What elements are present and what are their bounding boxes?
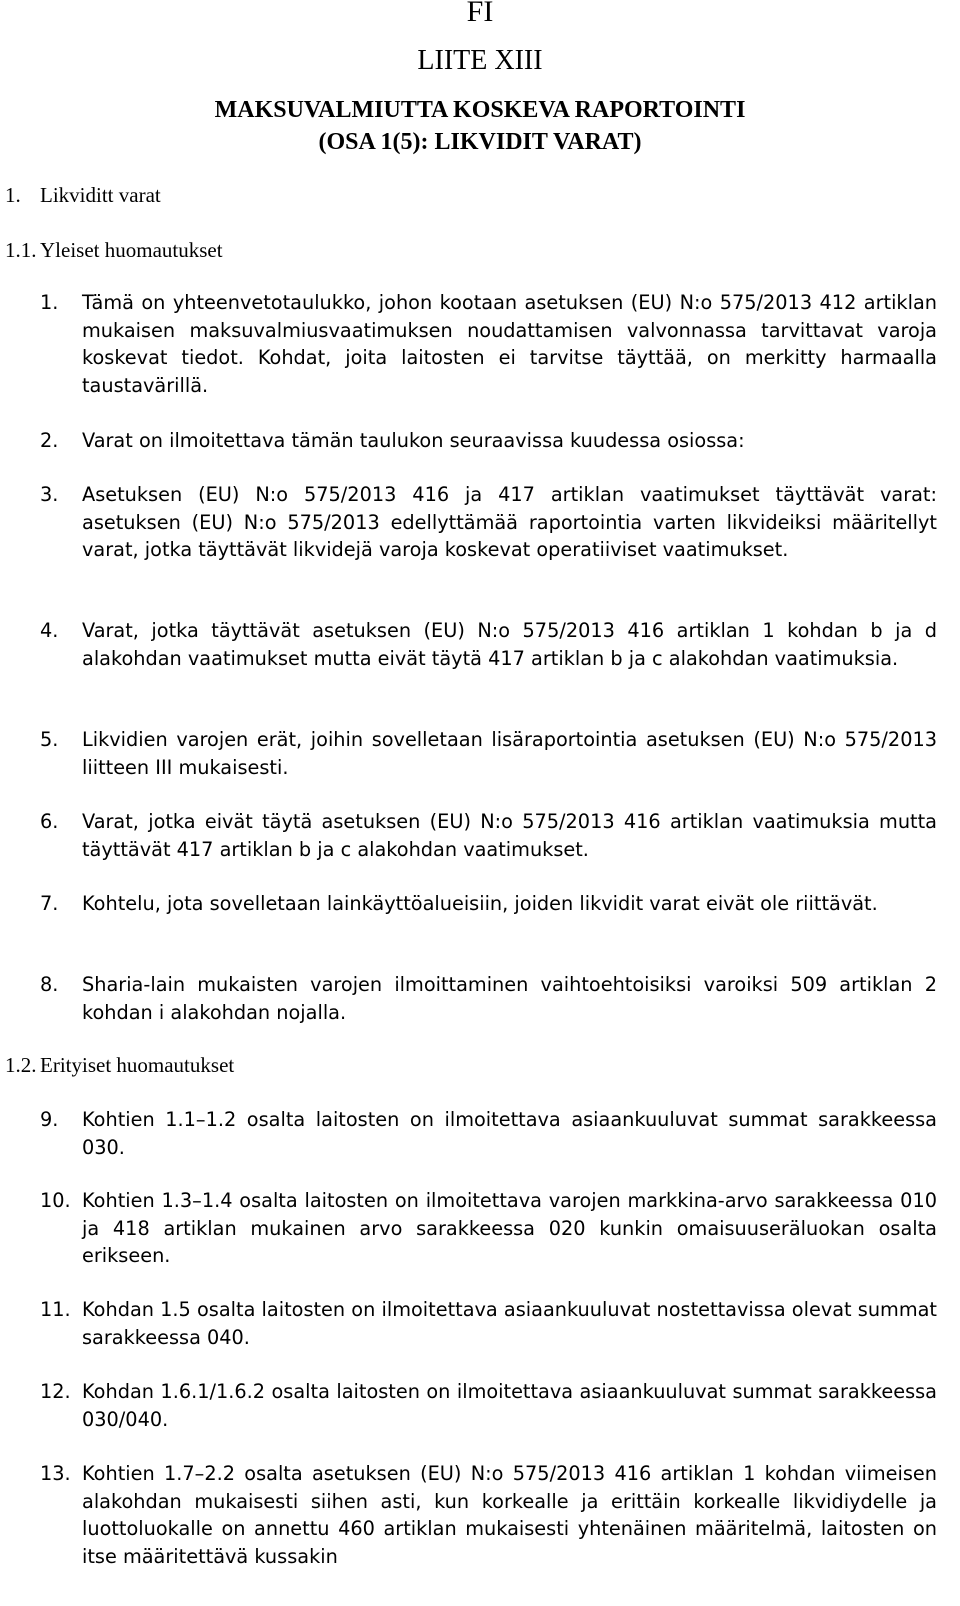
language-code: FI	[466, 0, 494, 28]
item-number: 12.	[40, 1380, 71, 1403]
item-number: 11.	[40, 1298, 71, 1321]
list-item	[40, 289, 937, 399]
list-item	[40, 1460, 937, 1570]
list-item	[40, 1296, 937, 1351]
item-text: Tämä on yhteenvetotaulukko, johon kootaan asetuksen (EU) N:o 575/2013 412 artiklan mukaisen maksuvalmiusvaatimuksen noudattamisen valvonnassa tarvittavat varoja koskevat tiedot. Kohdat, joita laitosten ei tarvitse täyttää, on merkitty harmaalla taustavärillä.	[82, 291, 937, 397]
page-title	[0, 94, 960, 158]
annex-title: LIITE XIII	[417, 45, 543, 76]
list-item	[40, 481, 937, 564]
section-label: Likviditt varat	[40, 183, 161, 207]
list-item	[40, 726, 937, 781]
item-text: Kohtien 1.1–1.2 osalta laitosten on ilmoitettava asiaankuuluvat summat sarakkeessa 030.	[82, 1108, 937, 1159]
list-item	[40, 971, 937, 1026]
list-item	[40, 1106, 937, 1161]
title-line-2: (OSA 1(5): LIKVIDIT VARAT)	[318, 129, 642, 155]
section-heading-1	[5, 182, 161, 208]
item-number: 6.	[40, 810, 59, 833]
item-text: Sharia-lain mukaisten varojen ilmoittaminen vaihtoehtoisiksi varoiksi 509 artiklan 2 kohdan i alakohdan nojalla.	[82, 973, 937, 1024]
item-text: Varat, jotka eivät täytä asetuksen (EU) N:o 575/2013 416 artiklan vaatimuksia mutta täyttävät 417 artiklan b ja c alakohdan vaatimukset.	[82, 810, 937, 861]
item-text: Varat, jotka täyttävät asetuksen (EU) N:o 575/2013 416 artiklan 1 kohdan b ja d alakohdan vaatimukset mutta eivät täytä 417 artiklan b ja c alakohdan vaatimuksia.	[82, 619, 937, 670]
list-item	[40, 1187, 937, 1270]
item-text: Likvidien varojen erät, joihin sovelletaan lisäraportointia asetuksen (EU) N:o 575/2013 liitteen III mukaisesti.	[82, 728, 937, 779]
item-text: Kohtien 1.3–1.4 osalta laitosten on ilmoitettava varojen markkina-arvo sarakkeessa 010 ja 418 artiklan mukainen arvo sarakkeessa 020 kunkin omaisuuseräluokan osalta erikseen.	[82, 1189, 937, 1267]
item-text: Kohdan 1.6.1/1.6.2 osalta laitosten on ilmoitettava asiaankuuluvat summat sarakkeessa 030/040.	[82, 1380, 937, 1431]
item-number: 3.	[40, 483, 59, 506]
list-item	[40, 890, 937, 918]
list-item	[40, 808, 937, 863]
section-label: Yleiset huomautukset	[40, 238, 223, 262]
section-heading-1-2	[5, 1052, 234, 1078]
item-number: 9.	[40, 1108, 59, 1131]
section-number: 1.	[5, 183, 21, 207]
item-number: 10.	[40, 1189, 71, 1212]
item-text: Kohtien 1.7–2.2 osalta asetuksen (EU) N:o 575/2013 416 artiklan 1 kohdan viimeisen alakohdan mukaisesti siihen asti, kun korkealle ja erittäin korkealle likvidiydelle ja luottoluokalle on annettu 460 artiklan mukaisesti yhtenäinen määritelmä, laitosten on itse määritettävä kussakin	[82, 1462, 937, 1568]
item-text: Asetuksen (EU) N:o 575/2013 416 ja 417 artiklan vaatimukset täyttävät varat: asetuksen (EU) N:o 575/2013 edellyttämää raportointia varten likvideiksi määritellyt varat, jotka täyttävät likvidejä varoja koskevat operatiiviset vaatimukset.	[82, 483, 937, 561]
item-number: 13.	[40, 1462, 71, 1485]
list-item	[40, 617, 937, 672]
title-line-1: MAKSUVALMIUTTA KOSKEVA RAPORTOINTI	[214, 97, 746, 123]
section-number: 1.2.	[5, 1053, 37, 1077]
item-number: 1.	[40, 291, 59, 314]
section-label: Erityiset huomautukset	[40, 1053, 235, 1077]
item-number: 7.	[40, 892, 59, 915]
item-number: 8.	[40, 973, 59, 996]
item-number: 5.	[40, 728, 59, 751]
section-number: 1.1.	[5, 238, 37, 262]
list-item	[40, 1378, 937, 1433]
item-number: 2.	[40, 429, 59, 452]
item-text: Varat on ilmoitettava tämän taulukon seuraavissa kuudessa osiossa:	[82, 429, 745, 452]
list-item	[40, 427, 937, 455]
item-text: Kohdan 1.5 osalta laitosten on ilmoitettava asiaankuuluvat nostettavissa olevat summat sarakkeessa 040.	[82, 1298, 937, 1349]
section-heading-1-1	[5, 237, 223, 263]
item-number: 4.	[40, 619, 59, 642]
item-text: Kohtelu, jota sovelletaan lainkäyttöalueisiin, joiden likvidit varat eivät ole riittävät.	[82, 892, 878, 915]
